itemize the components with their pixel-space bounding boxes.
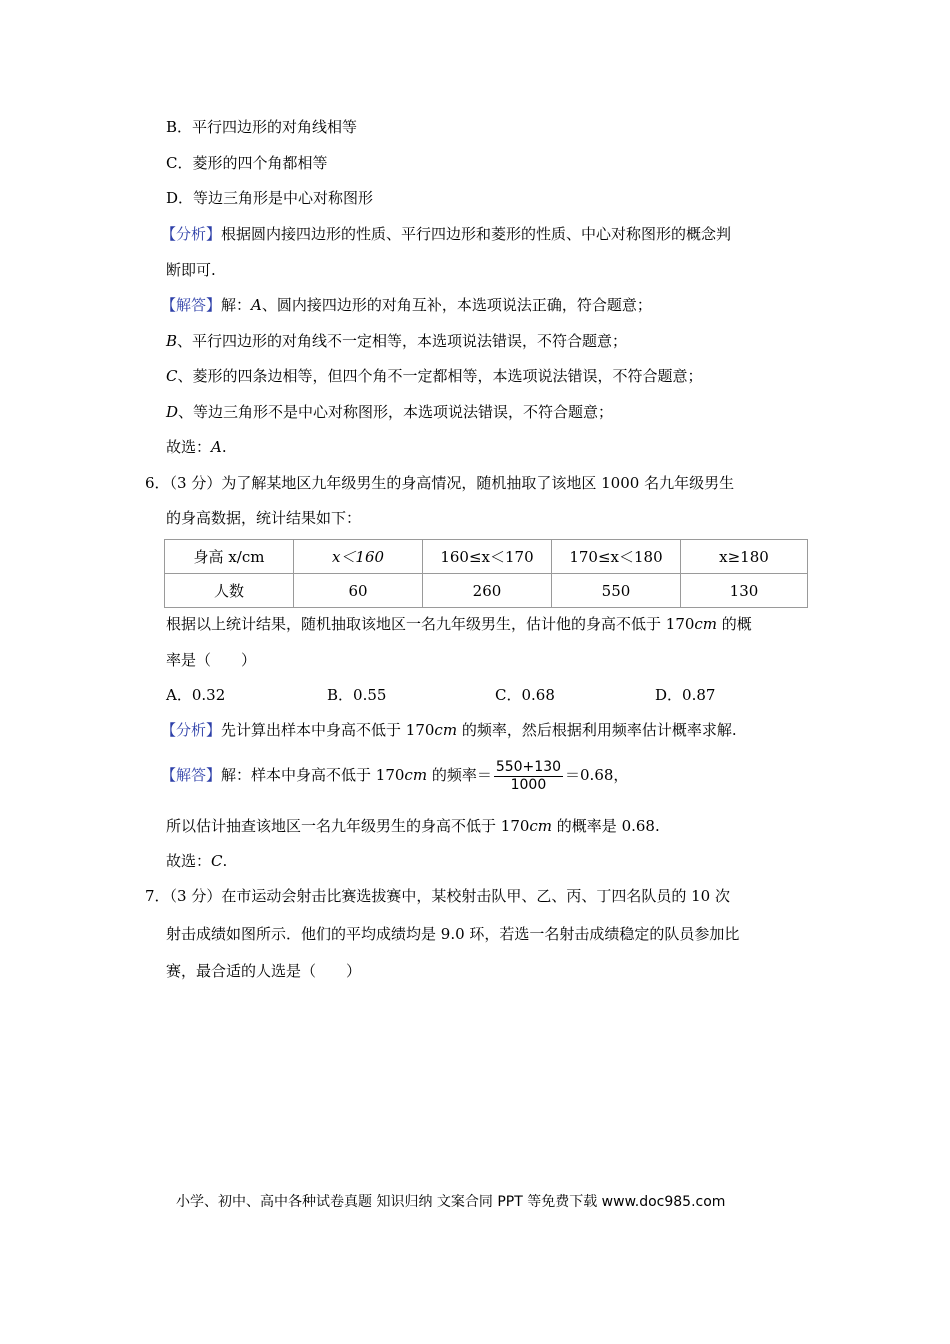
q5-solution-d: D、等边三角形不是中心对称图形，本选项说法错误，不符合题意； bbox=[166, 403, 614, 421]
table-cell: 60 bbox=[294, 574, 423, 608]
q6-conclusion: 所以估计抽查该地区一名九年级男生的身高不低于 170cm 的概率是 0.68. bbox=[166, 817, 660, 835]
table-cell: 260 bbox=[423, 574, 552, 608]
analysis-text: 根据圆内接四边形的性质、平行四边形和菱形的性质、中心对称图形的概念判 bbox=[221, 225, 732, 243]
q7-stem-line3: 赛，最合适的人选是（ ） bbox=[166, 962, 362, 980]
q6-option-b: B．0.55 bbox=[327, 686, 387, 704]
q6-question-line2: 率是（ ） bbox=[166, 651, 257, 669]
fraction-numerator: 550+130 bbox=[495, 758, 562, 775]
q6-stem-line1: 6．（3 分）为了解某地区九年级男生的身高情况，随机抽取了该地区 1000 名九年级男生 bbox=[145, 474, 735, 492]
q7-stem-line1: 7．（3 分）在市运动会射击比赛选拔赛中，某校射击队甲、乙、丙、丁四名队员的 10 次 bbox=[145, 887, 730, 905]
analysis-tag: 【分析】 bbox=[161, 225, 222, 243]
q5-option-d: D．等边三角形是中心对称图形 bbox=[166, 189, 374, 207]
q6-analysis: 【分析】先计算出样本中身高不低于 170cm 的频率，然后根据利用频率估计概率求解. bbox=[161, 721, 737, 739]
q6-solution: 【解答】解：样本中身高不低于 170cm 的频率＝ $\frac{550+130}{1000}$ ＝0.68， bbox=[161, 758, 629, 793]
q5-option-c: C．菱形的四个角都相等 bbox=[166, 154, 328, 172]
q6-option-d: D．0.87 bbox=[655, 686, 716, 704]
table-header-cell: 160≤x＜170 bbox=[423, 540, 552, 574]
fraction bbox=[494, 759, 563, 794]
question-number: 6． bbox=[145, 474, 170, 492]
analysis-tag: 【分析】 bbox=[161, 721, 222, 739]
page-footer: 小学、初中、高中各种试卷真题 知识归纳 文案合同 PPT 等免费下载 www.doc985.com bbox=[176, 1194, 726, 1210]
question-number: 7． bbox=[145, 887, 170, 905]
q5-solution-b: B、平行四边形的对角线不一定相等，本选项说法错误，不符合题意； bbox=[166, 332, 628, 350]
q6-question-line1: 根据以上统计结果，随机抽取该地区一名九年级男生，估计他的身高不低于 170cm 的概 bbox=[166, 615, 752, 633]
q5-option-b: B．平行四边形的对角线相等 bbox=[166, 118, 358, 136]
solution-tag: 【解答】 bbox=[161, 296, 222, 314]
table-cell: 130 bbox=[681, 574, 808, 608]
fraction-denominator: 1000 bbox=[510, 776, 547, 793]
q6-choice: 故选：C. bbox=[166, 852, 228, 870]
q6-option-a: A．0.32 bbox=[166, 686, 226, 704]
q6-option-c: C．0.68 bbox=[495, 686, 555, 704]
table-header-cell: x＜160 bbox=[294, 540, 423, 574]
table-header-cell: 170≤x＜180 bbox=[552, 540, 681, 574]
q5-analysis-cont: 断即可. bbox=[166, 261, 216, 279]
solution-tag: 【解答】 bbox=[161, 766, 222, 784]
table-row bbox=[165, 574, 808, 608]
table-header-cell: x≥180 bbox=[681, 540, 808, 574]
table-row-label: 人数 bbox=[165, 574, 294, 608]
q6-stem-line2: 的身高数据，统计结果如下： bbox=[166, 509, 362, 527]
table-header-cell: 身高 x/cm bbox=[165, 540, 294, 574]
table-cell: 550 bbox=[552, 574, 681, 608]
height-stats-table bbox=[164, 539, 808, 608]
q5-choice: 故选：A. bbox=[166, 438, 227, 456]
q5-solution-a: 【解答】解：A、圆内接四边形的对角互补，本选项说法正确，符合题意； bbox=[161, 296, 652, 314]
q5-analysis bbox=[161, 224, 731, 244]
q5-solution-c: C、菱形的四条边相等，但四个角不一定都相等，本选项说法错误，不符合题意； bbox=[166, 367, 703, 385]
q7-stem-line2: 射击成绩如图所示．他们的平均成绩均是 9.0 环，若选一名射击成绩稳定的队员参加比 bbox=[166, 925, 740, 943]
table-header-row bbox=[165, 540, 808, 574]
